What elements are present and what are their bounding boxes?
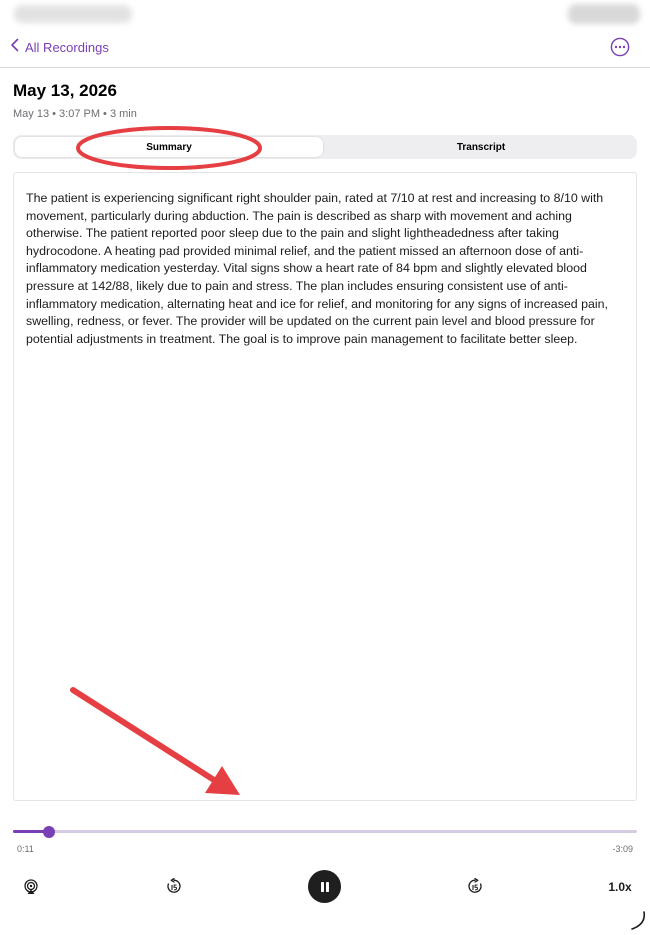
loading-indicator-icon [626,908,648,932]
playback-scrubber[interactable] [13,824,637,840]
recording-title: May 13, 2026 [13,81,117,100]
chevron-left-icon [10,38,19,57]
tab-summary[interactable]: Summary [15,137,323,157]
airplay-icon [23,879,39,895]
playback-speed-button[interactable]: 1.0x [608,880,632,894]
skip-back-button[interactable] [164,876,184,896]
pause-icon [319,881,331,893]
elapsed-time: 0:11 [17,844,34,854]
status-bar-left-blurred [14,5,132,23]
summary-text: The patient is experiencing significant right shoulder pain, rated at 7/10 at rest and increasing to 8/10 with movement, particularly during abduction. The pain is described as sharp with movement and aching otherwise. The patient reported poor sleep due to the pain and slight lightheadedness after taking hydrocodone. A heating pad provided minimal relief, and the patient missed an afternoon dose of anti-inflammatory medication yesterday. Vital signs show a heart rate of 84 bpm and slightly elevated blood pressure at 142/88, likely due to pain and stress. The plan includes ensuring consistent use of anti-inflammatory medication, alternating heat and ice for relief, and monitoring for any signs of increased pain, swelling, redness, or fever. The provider will be updated on the current pain level and blood pressure for potential adjustments in treatment. The goal is to improve pain management to facilitate better sleep. [26,191,608,346]
recording-meta: May 13 • 3:07 PM • 3 min [13,108,137,120]
tab-transcript[interactable]: Transcript [456,141,506,153]
navigation-bar [0,28,650,68]
summary-card [13,172,637,801]
skip-back-15-icon [166,878,182,894]
tab-selector [13,135,637,159]
scrubber-thumb[interactable] [43,826,55,838]
status-bar [0,0,650,28]
scrubber-track [13,830,637,833]
skip-forward-15-icon [467,878,483,894]
airplay-button[interactable] [21,877,41,897]
skip-forward-button[interactable] [465,876,485,896]
pause-button[interactable] [308,870,341,903]
back-button[interactable] [10,36,109,58]
remaining-time: -3:09 [612,844,633,854]
back-button-label: All Recordings [25,39,109,55]
status-bar-right-blurred [568,4,640,24]
more-options-button[interactable] [609,36,631,58]
ellipsis-circle-icon [609,36,631,58]
